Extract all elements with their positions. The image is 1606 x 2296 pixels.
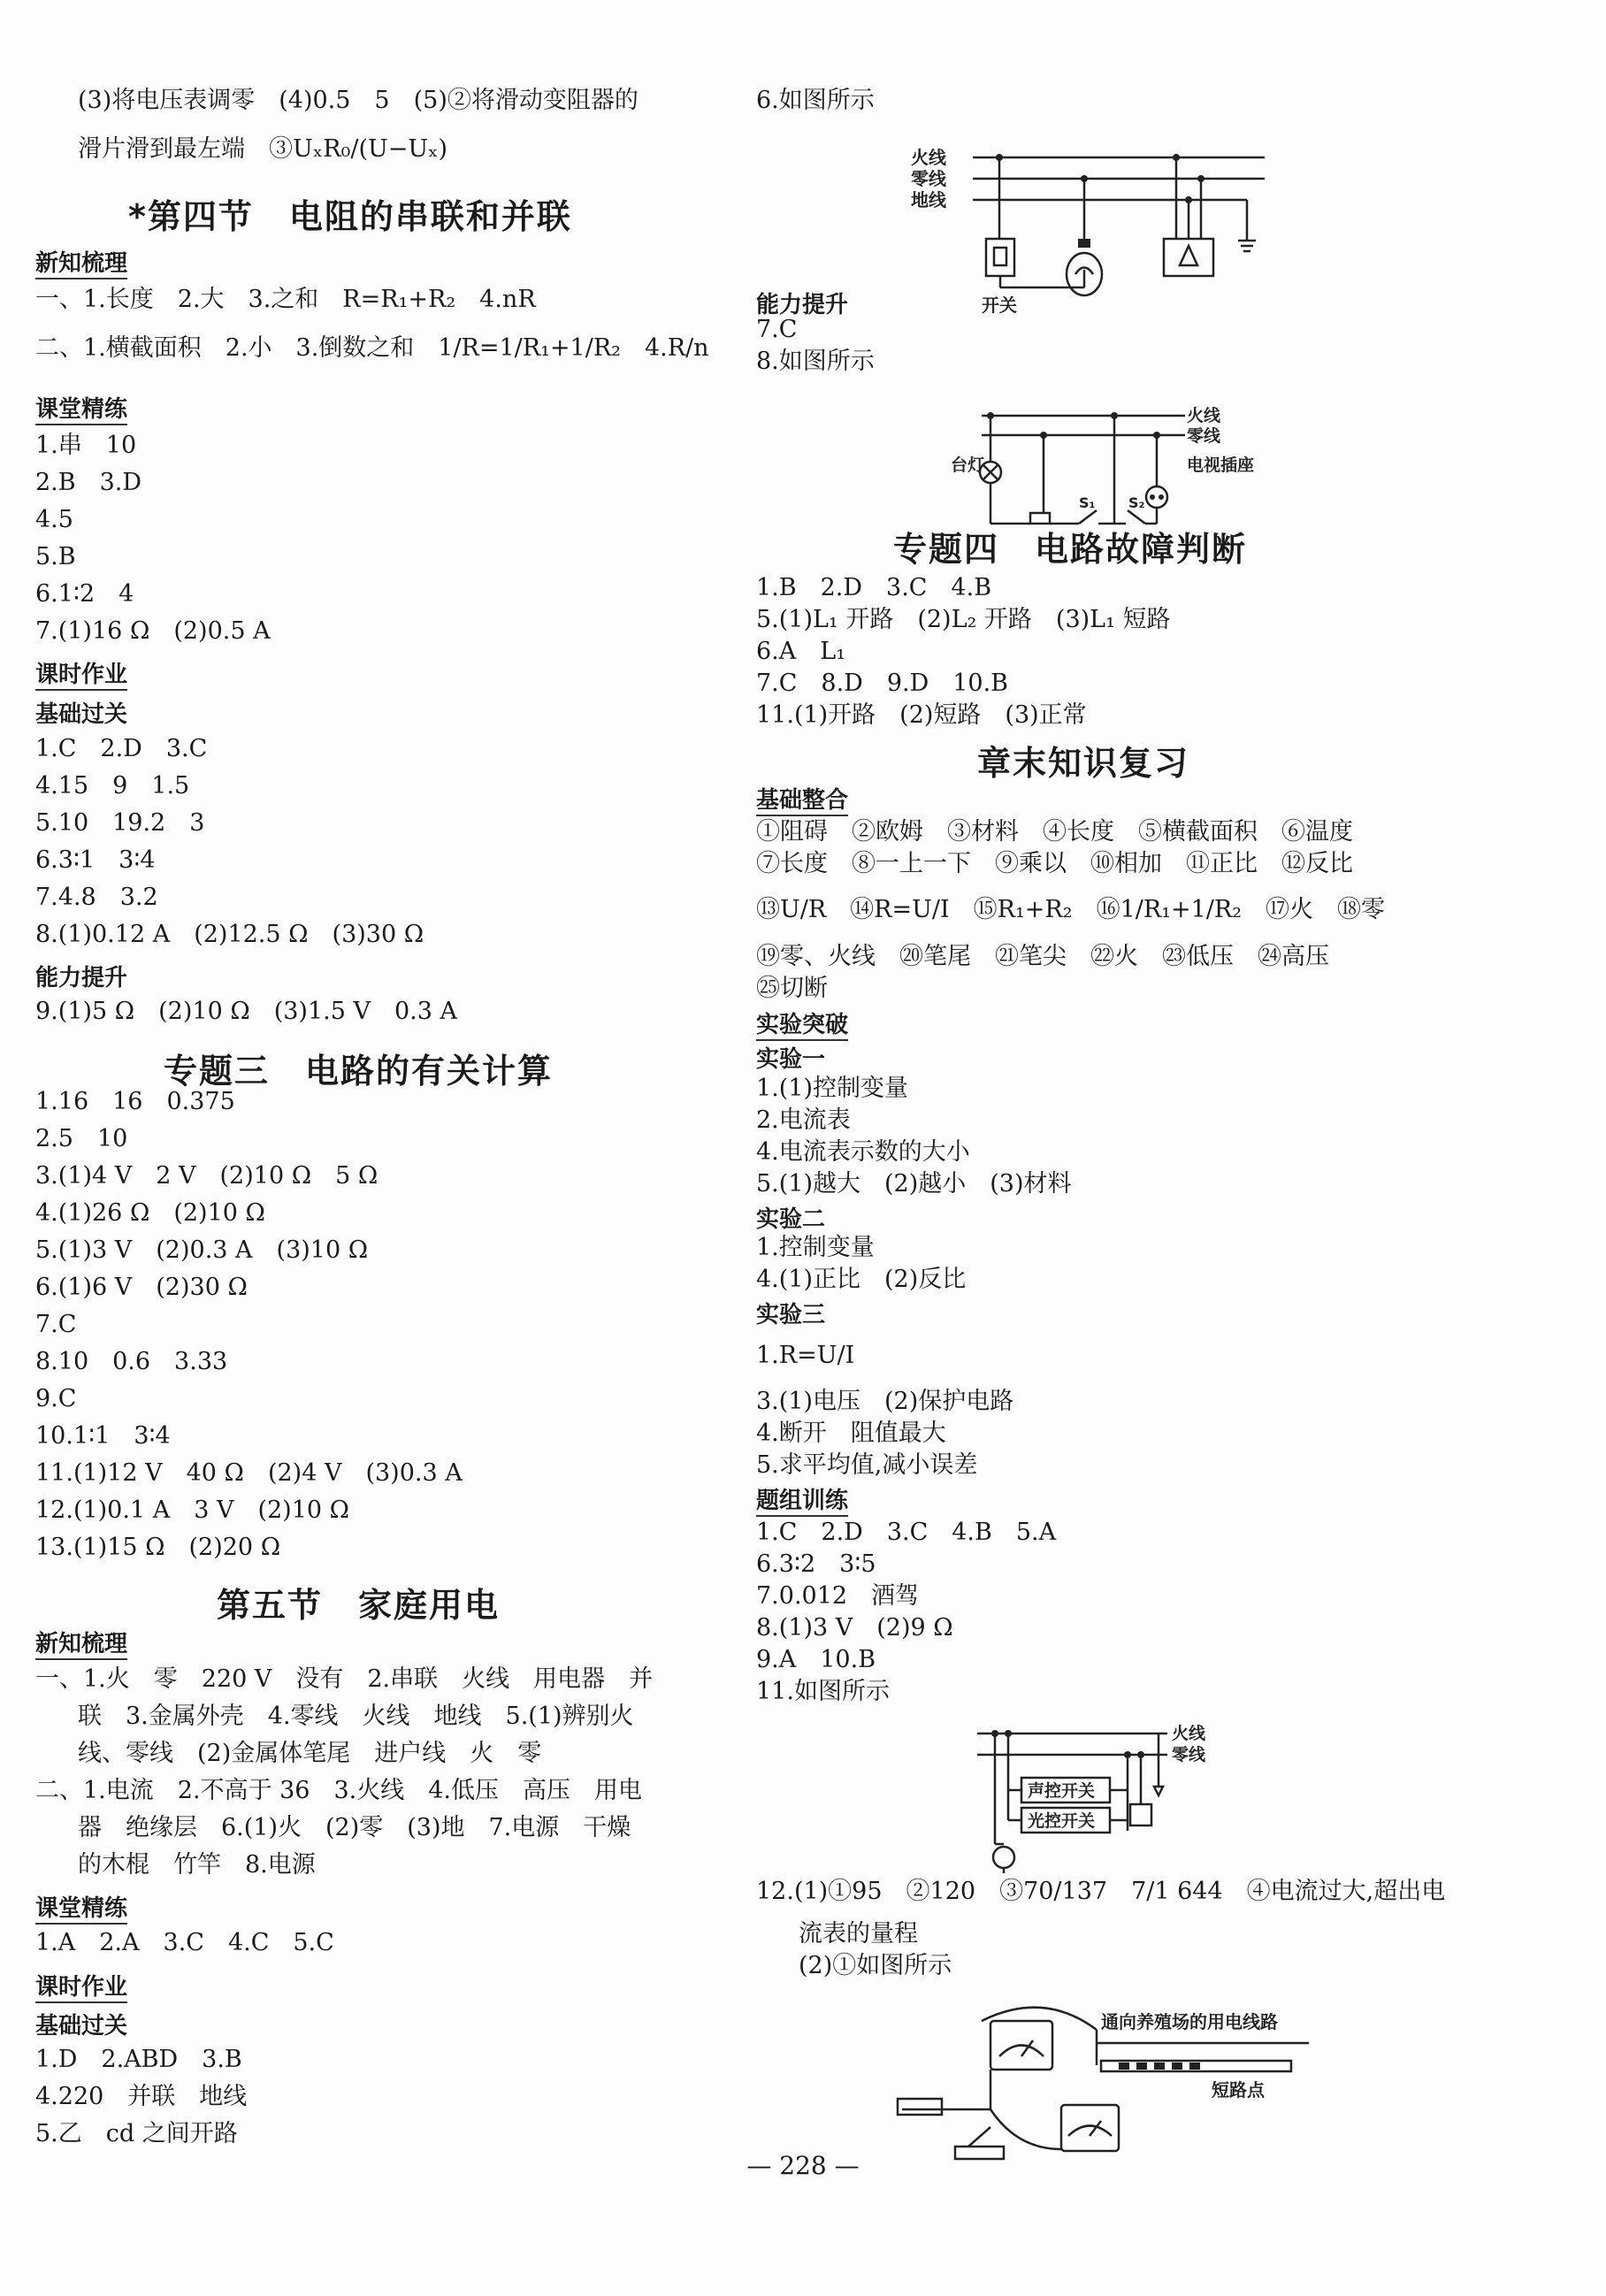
subsection-heading: 能力提升 [756, 292, 849, 318]
subsection-heading [35, 1969, 127, 2001]
answer-line: 7.C [35, 1311, 77, 1338]
fig8-lamp-label: 台灯 [951, 455, 985, 475]
answer-line: 2.电流表 [756, 1106, 851, 1134]
fig12-title-label: 通向养殖场的用电线路 [1101, 2011, 1278, 2032]
answer-line: 二、1.电流 2.不高于 36 3.火线 4.低压 高压 用电 [35, 1777, 642, 1804]
fig12-short-point-label: 短路点 [1212, 2079, 1265, 2101]
subsection-heading-text: 题组训练 [756, 1488, 848, 1517]
answer-line: 3.(1)4 V 2 V (2)10 Ω 5 Ω [35, 1162, 379, 1190]
answer-line: 1.串 10 [35, 432, 137, 459]
answer-line: 的木棍 竹竿 8.电源 [78, 1851, 316, 1879]
answer-line: 11.(1)12 V 40 Ω (2)4 V (3)0.3 A [35, 1459, 463, 1487]
answer-line: 4.断开 阻值最大 [756, 1420, 946, 1447]
subsection-heading: 实验一 [756, 1046, 826, 1073]
answer-line: 12.(1)0.1 A 3 V (2)10 Ω [35, 1496, 350, 1524]
subsection-heading [35, 245, 127, 278]
answer-line: 5.10 19.2 3 [35, 809, 205, 837]
answer-line: ㉕切断 [756, 975, 828, 1002]
fig6-fire-label: 火线 [911, 147, 946, 168]
answer-line: 6.3∶1 3∶4 [35, 846, 156, 874]
fig6-ground-label: 地线 [911, 189, 946, 210]
subsection-heading [756, 1006, 848, 1039]
answer-line: 1.C 2.D 3.C 4.B 5.A [756, 1519, 1057, 1546]
answer-line: 8.如图所示 [756, 348, 875, 375]
answer-line: 5.乙 cd 之间开路 [35, 2120, 238, 2147]
fig8-fire-label: 火线 [1187, 406, 1221, 425]
subsection-heading [35, 1626, 127, 1658]
answer-line: 5.(1)L₁ 开路 (2)L₂ 开路 (3)L₁ 短路 [756, 606, 1171, 633]
figure-11-sound-light-switch [973, 1716, 1256, 1875]
answer-line: ⑦长度 ⑧一上一下 ⑨乘以 ⑩相加 ⑪正比 ⑫反比 [756, 850, 1353, 877]
section-heading: 第五节 家庭用电 [217, 1586, 501, 1625]
answer-line: 5.B [35, 543, 76, 570]
answer-line: 5.(1)越大 (2)越小 (3)材料 [756, 1170, 1072, 1198]
answer-line: 8.(1)0.12 A (2)12.5 Ω (3)30 Ω [35, 921, 424, 948]
section-heading: *第四节 电阻的串联和并联 [128, 197, 572, 236]
answer-line: 9.C [35, 1385, 77, 1412]
answer-line: 4.(1)正比 (2)反比 [756, 1266, 967, 1293]
answer-line: 7.C [756, 316, 798, 343]
subsection-heading-text: 新知梳理 [35, 250, 127, 279]
subsection-heading [756, 1482, 848, 1515]
answer-line: 联 3.金属外壳 4.零线 火线 地线 5.(1)辨别火 [78, 1703, 634, 1730]
answer-line: 6.1∶2 4 [35, 580, 134, 608]
figure-6-household-wiring [911, 142, 1291, 318]
answer-line: 8.(1)3 V (2)9 Ω [756, 1614, 953, 1642]
page-number: — 228 — [746, 2151, 860, 2180]
answer-line: 7.(1)16 Ω (2)0.5 A [35, 617, 271, 645]
answer-line: 3.(1)电压 (2)保护电路 [756, 1388, 1014, 1415]
answer-line: 6.3∶2 3∶5 [756, 1550, 876, 1578]
subsection-heading-text: 课时作业 [35, 1974, 127, 2003]
subsection-heading-text: 课堂精练 [35, 396, 127, 425]
fig11-light-switch-label: 光控开关 [1028, 1811, 1096, 1831]
answer-line: 4.5 [35, 506, 73, 533]
answer-line: 7.0.012 酒驾 [756, 1582, 920, 1610]
fig8-s2-label: S₂ [1128, 494, 1145, 511]
subsection-heading-text: 基础整合 [756, 787, 848, 816]
fig8-s1-label: S₁ [1079, 494, 1096, 511]
figure-12-short-circuit-setup [884, 1994, 1344, 2171]
subsection-heading [35, 1890, 127, 1923]
subsection-heading-text: 实验突破 [756, 1012, 848, 1041]
fig6-neutral-label: 零线 [911, 168, 946, 189]
fig11-sound-switch-label: 声控开关 [1028, 1781, 1096, 1801]
answer-line: 4.15 9 1.5 [35, 772, 190, 800]
answer-line: 1.B 2.D 3.C 4.B [756, 574, 992, 601]
answer-line: 9.(1)5 Ω (2)10 Ω (3)1.5 V 0.3 A [35, 998, 458, 1025]
fig11-fire-label: 火线 [1172, 1724, 1206, 1743]
subsection-heading: 基础过关 [35, 701, 128, 728]
subsection-heading [35, 656, 127, 689]
answer-line: ①阻碍 ②欧姆 ③材料 ④长度 ⑤横截面积 ⑥温度 [756, 818, 1353, 846]
answer-line: 9.A 10.B [756, 1646, 876, 1673]
answer-line: 6.(1)6 V (2)30 Ω [35, 1274, 248, 1301]
answer-line: 流表的量程 [799, 1920, 918, 1948]
fig6-switch-label: 开关 [982, 295, 1017, 316]
answer-line: ⑬U/R ⑭R=U/I ⑮R₁+R₂ ⑯1/R₁+1/R₂ ⑰火 ⑱零 [756, 896, 1386, 923]
answer-line: 一、1.火 零 220 V 没有 2.串联 火线 用电器 并 [35, 1665, 654, 1693]
answer-line: 2.B 3.D [35, 469, 142, 496]
answer-line: 5.(1)3 V (2)0.3 A (3)10 Ω [35, 1236, 369, 1264]
answer-line: 1.A 2.A 3.C 4.C 5.C [35, 1929, 334, 1956]
subsection-heading: 实验二 [756, 1206, 826, 1233]
answer-line: 4.220 并联 地线 [35, 2083, 248, 2110]
subsection-heading-text: 课时作业 [35, 662, 127, 691]
subsection-heading: 基础过关 [35, 2013, 128, 2040]
subsection-heading-text: 新知梳理 [35, 1631, 127, 1660]
answer-line: 12.(1)①95 ②120 ③70/137 7/1 644 ④电流过大,超出电 [756, 1878, 1446, 1905]
subsection-heading [35, 391, 127, 424]
answer-line: (2)①如图所示 [799, 1952, 952, 1979]
section-heading: 专题三 电路的有关计算 [164, 1052, 554, 1091]
answer-line: 二、1.横截面积 2.小 3.倒数之和 1/R=1/R₁+1/R₂ 4.R/n [35, 334, 709, 362]
answer-line: 4.电流表示数的大小 [756, 1138, 970, 1166]
answer-line: 2.5 10 [35, 1125, 128, 1152]
answer-line: 1.(1)控制变量 [756, 1075, 909, 1102]
answer-line: 1.R=U/I [756, 1342, 855, 1369]
answer-line: 一、1.长度 2.大 3.之和 R=R₁+R₂ 4.nR [35, 286, 536, 313]
answer-line: 5.求平均值,减小误差 [756, 1451, 978, 1479]
subsection-heading [756, 782, 848, 815]
answer-line: 7.C 8.D 9.D 10.B [756, 670, 1009, 697]
answer-line: 1.D 2.ABD 3.B [35, 2046, 242, 2073]
answer-line: 8.10 0.6 3.33 [35, 1348, 228, 1375]
answer-line: 1.C 2.D 3.C [35, 735, 208, 762]
answer-line: 11.(1)开路 (2)短路 (3)正常 [756, 701, 1087, 729]
answer-line: 6.A L₁ [756, 638, 846, 665]
answer-line: (3)将电压表调零 (4)0.5 5 (5)②将滑动变阻器的 [78, 87, 639, 114]
subsection-heading: 实验三 [756, 1302, 826, 1328]
answer-line: ⑲零、火线 ⑳笔尾 ㉑笔尖 ㉒火 ㉓低压 ㉔高压 [756, 943, 1329, 970]
answer-line: 1.16 16 0.375 [35, 1088, 235, 1115]
answer-line: 6.如图所示 [756, 87, 875, 114]
answer-line: 7.4.8 3.2 [35, 884, 158, 911]
section-heading: 专题四 电路故障判断 [893, 530, 1248, 569]
answer-line: 4.(1)26 Ω (2)10 Ω [35, 1199, 265, 1227]
answer-line: 1.控制变量 [756, 1234, 875, 1261]
section-heading: 章末知识复习 [977, 744, 1190, 783]
answer-line: 线、零线 (2)金属体笔尾 进户线 火 零 [78, 1740, 542, 1767]
answer-line: 器 绝缘层 6.(1)火 (2)零 (3)地 7.电源 干燥 [78, 1814, 631, 1841]
answer-line: 滑片滑到最左端 ③UₓR₀/(U−Uₓ) [78, 135, 448, 163]
answer-line: 10.1∶1 3∶4 [35, 1422, 171, 1450]
figure-8-lamp-tv-circuit [946, 400, 1255, 546]
answer-line: 11.如图所示 [756, 1678, 890, 1705]
fig8-tv-label: 电视插座 [1187, 455, 1255, 475]
fig11-neutral-label: 零线 [1172, 1745, 1206, 1764]
answer-line: 13.(1)15 Ω (2)20 Ω [35, 1534, 281, 1561]
subsection-heading: 能力提升 [35, 965, 128, 991]
subsection-heading-text: 课堂精练 [35, 1895, 127, 1925]
fig8-neutral-label: 零线 [1187, 426, 1221, 446]
